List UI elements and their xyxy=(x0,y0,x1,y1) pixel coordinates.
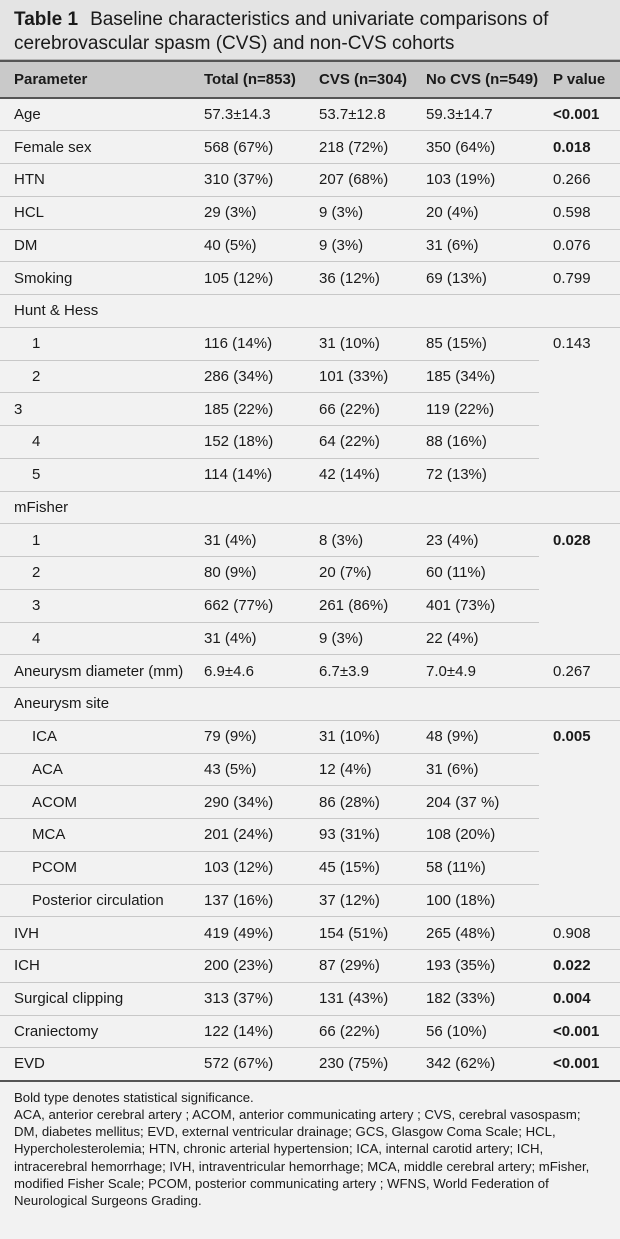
p-value-cell: 0.018 xyxy=(539,131,620,164)
column-header: CVS (n=304) xyxy=(305,61,412,98)
no-cvs-cell: 108 (20%) xyxy=(412,819,539,852)
p-value-cell: 0.266 xyxy=(539,164,620,197)
table-caption: Baseline characteristics and univariate comparisons of cerebrovascular spasm (CVS) and non-CVS cohorts xyxy=(14,9,549,54)
table-row xyxy=(0,491,620,524)
total-cell: 43 (5%) xyxy=(190,753,305,786)
p-value-cell: 0.598 xyxy=(539,196,620,229)
no-cvs-cell: 182 (33%) xyxy=(412,982,539,1015)
footnote-abbreviations: ACA, anterior cerebral artery ; ACOM, anterior communicating artery ; CVS, cerebral vasospasm; DM, diabetes mellitus; EVD, external ventricular drainage; GCS, Glasgow Coma Scale; HCL, Hypercholesterolemia; HTN, chronic arterial hypertension; ICA, internal carotid artery; ICH, intracerebral hemorrhage; IVH, intraventricular hemorrhage; MCA, middle cerebral artery; mFisher, modified Fisher Scale; PCOM, posterior communicating artery ; WFNS, World Federation of Neurological Surgeons Grading. xyxy=(14,1106,590,1209)
table-row xyxy=(0,524,620,557)
total-cell: 568 (67%) xyxy=(190,131,305,164)
no-cvs-cell: 265 (48%) xyxy=(412,917,539,950)
table-row xyxy=(0,688,620,721)
table-row xyxy=(0,917,620,950)
cvs-cell: 230 (75%) xyxy=(305,1048,412,1081)
parameter-cell: Aneurysm diameter (mm) xyxy=(0,655,190,688)
cvs-cell: 86 (28%) xyxy=(305,786,412,819)
total-cell: 200 (23%) xyxy=(190,950,305,983)
total-cell: 31 (4%) xyxy=(190,622,305,655)
total-cell: 185 (22%) xyxy=(190,393,305,426)
column-header: No CVS (n=549) xyxy=(412,61,539,98)
table-row xyxy=(0,851,620,884)
table-row xyxy=(0,262,620,295)
table-row xyxy=(0,295,620,328)
no-cvs-cell: 85 (15%) xyxy=(412,327,539,360)
parameter-cell: ACOM xyxy=(0,786,190,819)
parameter-cell: ICH xyxy=(0,950,190,983)
no-cvs-cell: 88 (16%) xyxy=(412,426,539,459)
parameter-cell: IVH xyxy=(0,917,190,950)
cvs-cell xyxy=(305,688,412,721)
total-cell: 419 (49%) xyxy=(190,917,305,950)
total-cell: 103 (12%) xyxy=(190,851,305,884)
parameter-cell: MCA xyxy=(0,819,190,852)
p-value-cell: 0.799 xyxy=(539,262,620,295)
table-row xyxy=(0,622,620,655)
table-row xyxy=(0,426,620,459)
cvs-cell: 8 (3%) xyxy=(305,524,412,557)
total-cell xyxy=(190,688,305,721)
cvs-cell: 53.7±12.8 xyxy=(305,98,412,131)
p-value-cell: 0.267 xyxy=(539,655,620,688)
p-value-cell: <0.001 xyxy=(539,1048,620,1081)
p-value-cell xyxy=(539,884,620,917)
total-cell xyxy=(190,491,305,524)
no-cvs-cell: 20 (4%) xyxy=(412,196,539,229)
table-row xyxy=(0,589,620,622)
parameter-cell: HCL xyxy=(0,196,190,229)
cvs-cell: 93 (31%) xyxy=(305,819,412,852)
table-row xyxy=(0,557,620,590)
parameter-cell: DM xyxy=(0,229,190,262)
total-cell: 152 (18%) xyxy=(190,426,305,459)
no-cvs-cell: 31 (6%) xyxy=(412,229,539,262)
total-cell: 286 (34%) xyxy=(190,360,305,393)
cvs-cell: 87 (29%) xyxy=(305,950,412,983)
p-value-cell xyxy=(539,622,620,655)
cvs-cell: 12 (4%) xyxy=(305,753,412,786)
table-row xyxy=(0,196,620,229)
parameter-cell: 4 xyxy=(0,426,190,459)
cvs-cell: 64 (22%) xyxy=(305,426,412,459)
cvs-cell: 31 (10%) xyxy=(305,327,412,360)
no-cvs-cell: 204 (37 %) xyxy=(412,786,539,819)
cvs-cell: 66 (22%) xyxy=(305,1015,412,1048)
cvs-cell: 207 (68%) xyxy=(305,164,412,197)
table-row xyxy=(0,655,620,688)
p-value-cell: 0.004 xyxy=(539,982,620,1015)
table-row xyxy=(0,164,620,197)
parameter-cell: 3 xyxy=(0,393,190,426)
parameter-cell: 5 xyxy=(0,458,190,491)
no-cvs-cell: 22 (4%) xyxy=(412,622,539,655)
p-value-cell: 0.076 xyxy=(539,229,620,262)
total-cell: 105 (12%) xyxy=(190,262,305,295)
cvs-cell: 37 (12%) xyxy=(305,884,412,917)
cvs-cell: 154 (51%) xyxy=(305,917,412,950)
no-cvs-cell: 185 (34%) xyxy=(412,360,539,393)
parameter-cell: Posterior circulation xyxy=(0,884,190,917)
table-row xyxy=(0,884,620,917)
no-cvs-cell: 350 (64%) xyxy=(412,131,539,164)
p-value-cell: 0.143 xyxy=(553,335,591,353)
cvs-cell xyxy=(305,295,412,328)
cvs-cell: 101 (33%) xyxy=(305,360,412,393)
table-title xyxy=(0,0,620,60)
table-row xyxy=(0,131,620,164)
total-cell: 116 (14%) xyxy=(190,327,305,360)
parameter-cell: Female sex xyxy=(0,131,190,164)
no-cvs-cell xyxy=(412,491,539,524)
header-row xyxy=(0,61,620,98)
table-row xyxy=(0,229,620,262)
total-cell: 29 (3%) xyxy=(190,196,305,229)
total-cell xyxy=(190,295,305,328)
cvs-cell: 9 (3%) xyxy=(305,622,412,655)
table-row xyxy=(0,950,620,983)
column-header: Total (n=853) xyxy=(190,61,305,98)
parameter-cell: ACA xyxy=(0,753,190,786)
parameter-cell: Smoking xyxy=(0,262,190,295)
parameter-cell: EVD xyxy=(0,1048,190,1081)
parameter-cell: Surgical clipping xyxy=(0,982,190,1015)
column-header: P value xyxy=(539,61,620,98)
parameter-cell: Aneurysm site xyxy=(0,688,190,721)
cvs-cell: 131 (43%) xyxy=(305,982,412,1015)
p-value-cell xyxy=(539,393,620,426)
parameter-cell: Hunt & Hess xyxy=(0,295,190,328)
p-value-cell: 0.005 xyxy=(553,728,591,746)
total-cell: 290 (34%) xyxy=(190,786,305,819)
p-value-cell xyxy=(539,557,620,590)
total-cell: 40 (5%) xyxy=(190,229,305,262)
no-cvs-cell: 7.0±4.9 xyxy=(412,655,539,688)
no-cvs-cell: 69 (13%) xyxy=(412,262,539,295)
total-cell: 201 (24%) xyxy=(190,819,305,852)
no-cvs-cell: 342 (62%) xyxy=(412,1048,539,1081)
table-row xyxy=(0,982,620,1015)
no-cvs-cell xyxy=(412,688,539,721)
total-cell: 662 (77%) xyxy=(190,589,305,622)
cvs-cell: 66 (22%) xyxy=(305,393,412,426)
parameter-cell: 1 xyxy=(0,327,190,360)
table-row xyxy=(0,327,620,360)
p-value-cell xyxy=(539,753,620,786)
cvs-cell: 45 (15%) xyxy=(305,851,412,884)
no-cvs-cell: 103 (19%) xyxy=(412,164,539,197)
total-cell: 31 (4%) xyxy=(190,524,305,557)
p-value-cell xyxy=(539,426,620,459)
no-cvs-cell: 60 (11%) xyxy=(412,557,539,590)
column-header: Parameter xyxy=(0,61,190,98)
total-cell: 114 (14%) xyxy=(190,458,305,491)
cvs-cell xyxy=(305,491,412,524)
table-label: Table 1 xyxy=(14,9,79,30)
total-cell: 80 (9%) xyxy=(190,557,305,590)
p-value-cell xyxy=(539,819,620,852)
p-value-cell: <0.001 xyxy=(539,98,620,131)
cvs-cell: 42 (14%) xyxy=(305,458,412,491)
parameter-cell: 2 xyxy=(0,360,190,393)
table-row xyxy=(0,819,620,852)
no-cvs-cell: 193 (35%) xyxy=(412,950,539,983)
cvs-cell: 20 (7%) xyxy=(305,557,412,590)
no-cvs-cell: 72 (13%) xyxy=(412,458,539,491)
table-row xyxy=(0,720,620,753)
no-cvs-cell: 100 (18%) xyxy=(412,884,539,917)
parameter-cell: Craniectomy xyxy=(0,1015,190,1048)
cvs-cell: 9 (3%) xyxy=(305,196,412,229)
p-value-cell xyxy=(539,688,620,721)
table-row xyxy=(0,98,620,131)
p-value-cell xyxy=(539,851,620,884)
no-cvs-cell: 31 (6%) xyxy=(412,753,539,786)
parameter-cell: 1 xyxy=(0,524,190,557)
table-footnote xyxy=(0,1082,620,1210)
p-value-cell xyxy=(539,491,620,524)
total-cell: 313 (37%) xyxy=(190,982,305,1015)
cvs-cell: 261 (86%) xyxy=(305,589,412,622)
parameter-cell: 3 xyxy=(0,589,190,622)
parameter-cell: mFisher xyxy=(0,491,190,524)
total-cell: 57.3±14.3 xyxy=(190,98,305,131)
parameter-cell: ICA xyxy=(0,720,190,753)
no-cvs-cell xyxy=(412,295,539,328)
table-row xyxy=(0,458,620,491)
table-body xyxy=(0,98,620,1081)
table-row xyxy=(0,1048,620,1081)
data-table xyxy=(0,60,620,1082)
table-row xyxy=(0,786,620,819)
no-cvs-cell: 58 (11%) xyxy=(412,851,539,884)
table-row xyxy=(0,1015,620,1048)
total-cell: 6.9±4.6 xyxy=(190,655,305,688)
parameter-cell: HTN xyxy=(0,164,190,197)
no-cvs-cell: 119 (22%) xyxy=(412,393,539,426)
cvs-cell: 9 (3%) xyxy=(305,229,412,262)
p-value-cell: <0.001 xyxy=(539,1015,620,1048)
total-cell: 79 (9%) xyxy=(190,720,305,753)
p-value-cell: 0.022 xyxy=(539,950,620,983)
footnote-significance: Bold type denotes statistical significance. xyxy=(14,1089,254,1105)
table-row xyxy=(0,393,620,426)
p-value-cell xyxy=(539,589,620,622)
parameter-cell: Age xyxy=(0,98,190,131)
cvs-cell: 6.7±3.9 xyxy=(305,655,412,688)
p-value-cell xyxy=(539,786,620,819)
table-row xyxy=(0,360,620,393)
no-cvs-cell: 48 (9%) xyxy=(412,720,539,753)
no-cvs-cell: 56 (10%) xyxy=(412,1015,539,1048)
parameter-cell: 4 xyxy=(0,622,190,655)
total-cell: 122 (14%) xyxy=(190,1015,305,1048)
p-value-cell: 0.908 xyxy=(539,917,620,950)
no-cvs-cell: 23 (4%) xyxy=(412,524,539,557)
no-cvs-cell: 401 (73%) xyxy=(412,589,539,622)
total-cell: 572 (67%) xyxy=(190,1048,305,1081)
p-value-cell xyxy=(539,458,620,491)
parameter-cell: 2 xyxy=(0,557,190,590)
p-value-cell xyxy=(539,295,620,328)
cvs-cell: 36 (12%) xyxy=(305,262,412,295)
cvs-cell: 31 (10%) xyxy=(305,720,412,753)
p-value-cell: 0.028 xyxy=(553,531,591,549)
parameter-cell: PCOM xyxy=(0,851,190,884)
total-cell: 310 (37%) xyxy=(190,164,305,197)
p-value-cell xyxy=(539,360,620,393)
cvs-cell: 218 (72%) xyxy=(305,131,412,164)
table-row xyxy=(0,753,620,786)
total-cell: 137 (16%) xyxy=(190,884,305,917)
no-cvs-cell: 59.3±14.7 xyxy=(412,98,539,131)
